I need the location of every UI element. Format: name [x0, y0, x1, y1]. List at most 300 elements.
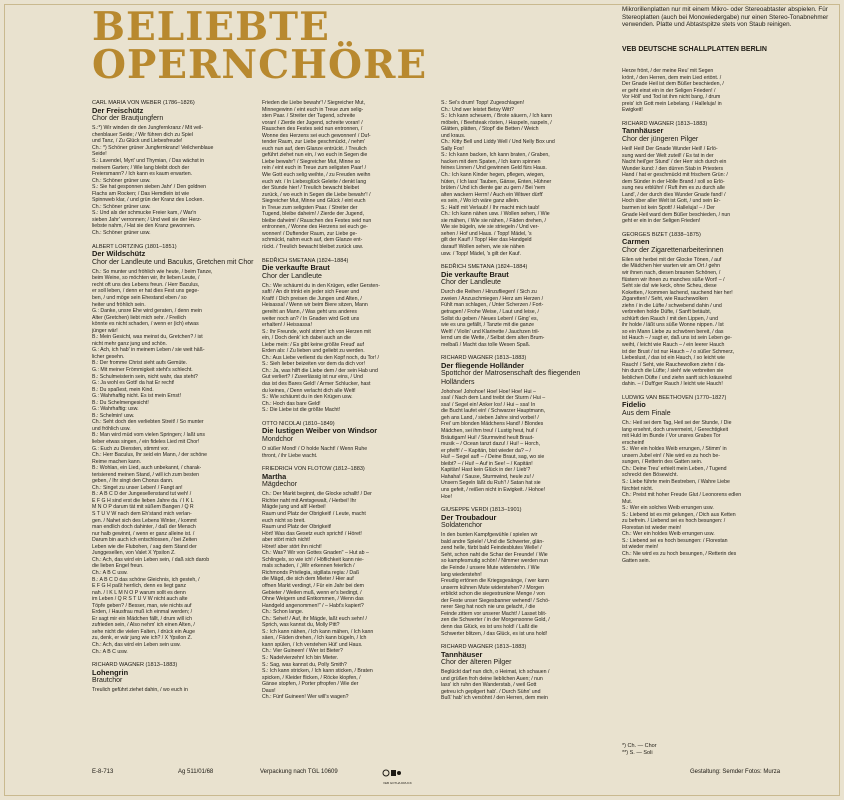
lyric-line: Sollst du geben / Neues Leben! / Ging' es,	[441, 315, 539, 322]
opera-section	[92, 244, 262, 656]
opera-title: Fidelio	[622, 400, 646, 410]
lyric-line: Daus!	[262, 687, 276, 694]
lyric-line: B.: Du spaßest, mein Kind.	[92, 386, 154, 393]
lyric-line: geben, / Ihr singt den Chorus dann.	[92, 478, 174, 485]
lyric-line: unserm kühnen Mute widerstehen? / Morgen	[441, 584, 544, 591]
packaging-standard: Verpackung nach TGL 10609	[260, 769, 338, 775]
lyric-line: Hoe!	[441, 493, 452, 500]
lyric-line: B.: Mein Gesicht, was meinst du, Gretchen? / ist	[92, 334, 203, 341]
lyric-line: Seht, schon naht die Schar der Freunde! / Wie	[441, 551, 548, 558]
lyric-line: die Mädchen hier warten wir am Ort / gehn	[622, 263, 721, 270]
lyric-line: Ch.: Wer ein holdes Weib errungen usw.	[622, 531, 715, 538]
lyric-line: sung neu erblühn! / Ruft ihm es zu durch alle	[622, 185, 725, 192]
opera-section	[262, 466, 432, 701]
lyric-line: euch nicht so breit.	[262, 517, 306, 524]
lyric-line: zu befrein. / Liebend sei es hoch besungen: /	[622, 518, 726, 525]
lyric-line: Hoch über aller Welt ist Gott, / und sein Er-	[622, 198, 721, 205]
opera-section	[441, 355, 611, 500]
composer-name: RICHARD WAGNER (1813–1883)	[622, 120, 708, 127]
lyric-line: liebste nahm, / Hat sie den Kranz gewonnen.	[92, 223, 196, 230]
lyric-line: Erden als: / Zu lieben und geliebt zu werden.	[262, 348, 365, 355]
lyric-line: Ch.: Vier Guineen! / Wer ist Bieter?	[262, 648, 343, 655]
lyric-line: darauf! Wollen sehen, wie sie nähen	[441, 244, 525, 251]
opera-title: Tannhäuser	[622, 126, 664, 136]
lyric-line: S.: Ich kann scheuern, / Brote säuern, / Ich kann	[441, 113, 553, 120]
opera-section	[441, 507, 611, 637]
lyric-line: mit Huld im Bunde / Vor unsres Grabes Tor	[622, 433, 721, 440]
chorus-title: Brautchor	[92, 677, 123, 685]
opera-title: Der Wildschütz	[92, 249, 146, 259]
lyric-line: die Bucht laufet ein! / Schwarzer Hauptmann,	[441, 408, 546, 415]
text-column-2	[262, 100, 432, 768]
chorus-title: Chor der Landleute und Baculus, Gretchen mit Chor	[92, 258, 254, 266]
chorus-title: Mondchor	[262, 435, 294, 443]
text-column-1	[92, 100, 262, 768]
lyric-line: beim Weine, so möchten wir, ihr lieben Leute, /	[92, 275, 200, 282]
lyric-line: musik – / Ocean tanzt dazu! / Hui! – Horch,	[441, 441, 540, 448]
lyric-line: Wie sie bügeln, wie sie striegeln / Und ver-	[441, 224, 540, 231]
lyric-line: Siegreicher Mut, Minne und Glück / eint euch	[262, 198, 366, 205]
lyric-line: terisierend meinen Stand, / will ich zum besten	[92, 471, 199, 478]
lyric-line: G.: Mit meiner Frömmigkeit steht's schlecht.	[92, 367, 193, 373]
lyric-line: Ch.: Heil sei dem Tag, Heil sei der Stunde, / Die	[622, 420, 732, 427]
lyric-line: G.: Euch zu Diensten, stimmt vor.	[92, 445, 169, 452]
lyric-line: dem Sünder in der Hölle Brand / soll so Erlö-	[622, 178, 725, 185]
lyric-line: im Leben / Q R S T U V W nicht auch alte	[92, 596, 188, 603]
lyric-line: Ohne Weigern und Entkommen, / Wenn das	[262, 596, 364, 603]
album-title	[92, 4, 428, 88]
lyric-line: gen. / Nahet sich des Lebens Winter, / kommt	[92, 517, 197, 524]
lyric-line: G.: Wahrhaftig: usw.	[92, 406, 139, 413]
lyric-line: Alter (Gretchen) liebt mich sehr. / Freilich	[92, 314, 186, 321]
lyric-line: S.: Und als der schmucke Freier kam, / War'n	[92, 210, 197, 217]
lyric-line: Der Gnade Heil ist dem Büßer beschieden, /	[622, 81, 724, 88]
record-label: VEB DEUTSCHE SCHALLPLATTEN BERLIN	[622, 46, 767, 53]
lyric-line: saft! / An dir trinkt ein jeder sich Feuer und	[262, 289, 360, 296]
lyric-line: Ch.: Herr Baculus, Ihr seid ein Mann, / der schöne	[92, 452, 208, 459]
lyric-line: der Stunde hier! / Treulich bewacht bleibet	[262, 185, 359, 192]
lyric-line: Mädchen, sei ihm treu! / Lustig heut, hui! /	[441, 428, 538, 435]
lyric-line: zend helle, färbt bald Feindesblutes Welle! /	[441, 545, 542, 552]
lyric-line: man endlich doch dahinter, / daß der Mensch	[92, 524, 196, 531]
lyric-line: alten wackern Herrn! / Auch ein Witwer dürft'	[441, 191, 544, 198]
lyric-line: geht er ein in der Seligen Frieden!	[622, 218, 701, 225]
lyric-line: geh ans Land, / sieben Jahre sind vorbei! /	[441, 414, 539, 421]
lyric-line: Mägde jung und alt! Herbei!	[262, 504, 326, 511]
opera-section	[262, 421, 432, 459]
lyric-line: Raum und Platz der Obrigkeit! / Leute, macht	[262, 511, 366, 517]
lyric-line: denn das Glück, es ist uns hold! / Laßt die	[441, 623, 538, 630]
lyric-line: Ch.: Ja, was hilft die Liebe dem / der sein Hab und	[262, 367, 378, 374]
lyric-line: verbreiten holde Düfte, / Sanft betäubt,	[622, 309, 712, 316]
lyric-line: Liebe bewahr'! / Siegreicher Mut, Minne so	[262, 158, 361, 165]
lyric-line: Ch.: Ach, das wird ein Leben sein, / daß sich darob	[92, 556, 210, 563]
lyric-line: usw. / Topp! Mädel, 's gilt der Kauf.	[441, 250, 521, 257]
lyric-line: Ch.: Nie wird es zu hoch besungen, / Retterin des	[622, 551, 737, 558]
lyric-line: Junggesellen, von Valet X Ypsilon Z.	[92, 550, 176, 557]
lyric-line: ziehn / in die Lüfte / schwebend dahin / und	[622, 302, 722, 309]
lyric-line: S.: Halt! mit Verlaub! / Ihr macht mich taub!	[441, 204, 540, 211]
lyric-line: Hand / hat er geschmückt mit frischem Grün: /	[622, 172, 728, 179]
lyric-line: S.: Sei's drum! Topp! Zugeschlagen!	[441, 100, 525, 106]
opera-section	[92, 100, 262, 237]
lyric-line: weiter noch an? / In Gnaden wird Gott uns	[262, 315, 360, 322]
lyric-line: S.: Wie schäumt du in den Krügen usw.	[262, 394, 353, 401]
lyric-line: meinem Garten; / Wie lang bleibt doch der	[92, 164, 190, 171]
lyric-line: Beglückt darf nun dich, o Heimat, ich schauen /	[441, 669, 550, 676]
lyric-line: Ch.: Singet zu unser Leben! / Fangt an!	[92, 484, 183, 491]
chorus-title: Chor der älteren Pilger	[441, 659, 512, 667]
lyric-line: Töpfe geben? / Besser, man, wie nichts auf	[92, 602, 192, 609]
lyric-line: Johohoe! Johohoe! Hoe! Hoe! Hoe! Hui –	[441, 388, 536, 395]
chorus-title: Mägdechor	[262, 481, 298, 489]
lyric-line: Bräutigam! Hui! / Sturmwind heult Braut-	[441, 434, 534, 441]
abbreviation-notes	[622, 743, 657, 757]
lyric-line: Schlingels, so wie ich! / Höflichkeit kann nie-	[262, 556, 364, 563]
lyric-line: dahin. – / Duft'ger Rauch / leicht wie Hauch!	[622, 381, 723, 388]
lyric-line: melbaß / Macht das tolle Wesen Spaß.	[441, 341, 531, 348]
lyric-line: sten Paar. / Streiter der Tugend, schreite	[262, 113, 356, 120]
lyric-line: Buß' hab' ich versöhnt / den Herren, dem mein	[441, 695, 548, 702]
lyric-line: weiht, / leicht wie Rauch – / ein leerer Hauch	[622, 342, 725, 348]
lyric-line: Ch.: Preist mit hoher Freude Glut / Leonorens edlen	[622, 492, 742, 499]
lyric-line: Hört! Was das Gesetz euch spricht! / Höret!	[262, 530, 362, 537]
lyric-line: unsern Jubel ein! / Nie wird es zu hoch be-	[622, 452, 721, 459]
lyric-line: könnte es nicht schaden, / wenn er (ich) etwas	[92, 321, 199, 328]
lyric-line: S.: Liebe führte mein Bestreben, / Wahre Liebe	[622, 479, 730, 485]
lyric-line: B.: Du Schelmengesicht!	[92, 399, 149, 406]
lyric-line: sung ward der Welt zuteil! / Es tat in der	[622, 152, 714, 159]
lyric-line: S.: Liebend ist es mir gelungen, / Dich aus Ketten	[622, 511, 736, 518]
lyric-line: rein / eint euch in Treue zum seligsten Paar! /	[262, 165, 367, 172]
lyric-line: B.: Wohlan, ein Lied, auch unbekannt, / charak-	[92, 465, 202, 472]
opera-title: Tannhäuser	[441, 649, 483, 659]
lyric-line: Ch.: Und wer leistet Betsy Witt?	[441, 106, 514, 113]
lyric-line: Durch die Reihen / Hinzufliegen! / Sich zu	[441, 289, 537, 296]
lyric-line: und Tanz, / Zu Glück und Liebesfreude!	[92, 138, 183, 145]
lyric-line: Erden, / Hausfrau muß ich einmal werden; /	[92, 609, 193, 616]
lyric-line: Wie Gott euch selig weihte, / zu Freuden weihn	[262, 172, 371, 179]
note-soli: **) S. — Soli	[622, 750, 653, 756]
lyric-line: S.: Sieh lieber beizeiten vor dem da dich vor!	[262, 361, 365, 368]
lyric-line: Ch.: Wie schäumt du in den Krügen, edler Gersten-	[262, 282, 380, 289]
lyric-line: lang wiederstehn!	[441, 571, 482, 578]
lyric-line: Er sagt mir ein Mädchen fällt, / drum will ich	[92, 615, 193, 622]
lyric-line: Ch.: Was? Wir von Gottes Gnaden" – Hut ab –	[262, 550, 369, 557]
opera-section	[622, 121, 827, 225]
lyric-line: B.: Man wird müd vom vielen Springen; / laßt uns	[92, 432, 206, 439]
lyric-line: wie es uns gefällt, / Tanzte mit die ganze	[441, 322, 535, 329]
lyric-line: Ch.: Aus Liebe verlierst du den Kopf noch, du Tor! /	[262, 354, 379, 361]
lyric-line: Minnegewinn / eint euch in Treue zum selig-	[262, 106, 364, 113]
composer-name: RICHARD WAGNER (1813–1883)	[441, 355, 527, 362]
lyric-line: ben, / und möge sein Ehestand eben / so	[92, 294, 187, 301]
lyric-line: schreckt den Bösewicht.	[622, 472, 678, 479]
lyric-line: Land', / der durch dies Wunder Gnade fand! /	[622, 191, 726, 198]
lyric-line: nerer Sieg hat noch nie uns gelacht, / die	[441, 604, 536, 611]
lyric-line: lang ersehnt, doch unvermeint, / Gerechtigkeit	[622, 426, 729, 433]
lyric-line: Ch.: Ich kann nähen usw. / Wollen sehen, / Wie	[441, 211, 550, 218]
lyric-line: Herze frönt, / der meine Reu' mit Segen	[622, 68, 714, 74]
lyric-line: B.: A B C D das schöne Gleichnis, ich gesteh, /	[92, 576, 200, 583]
lyric-line: preis' ich Gott mein Lebelang. / Halleluja! in	[622, 100, 722, 107]
lyric-line: Ch.: Ich kann Kinder hegen, pflegen, wiegen,	[441, 172, 545, 179]
composer-name: FRIEDRICH VON FLOTOW (1812–1883)	[262, 466, 365, 473]
lyric-line: S.: Sie hat gesponnen sieben Jahr' / Den goldnen	[92, 184, 207, 191]
lyric-line: zurück, / wo euch in Segen die Liebe bewahr'! /	[262, 191, 371, 198]
lyric-line: Treulich geführt ziehet dahin, / wo euch in	[92, 687, 188, 694]
lyric-line: Mut.	[622, 498, 633, 505]
lyric-line: Sally Fox!	[441, 145, 464, 152]
opera-title: Martha	[262, 471, 287, 481]
lyric-line: voran! / Zierde der Jugend, schreite voran! /	[262, 119, 363, 126]
lyric-line: sie mähen, / Wie sie nähen, / Fäden drehen, /	[441, 217, 546, 224]
lyric-line: er pfeift! / – Kapitän, bist wieder da? – /	[441, 447, 531, 454]
lyric-line: er soll leben, / denn er hat dies Fest uns gege-	[92, 288, 199, 295]
lyric-line: sungen, / Retterin des Gatten sein.	[622, 459, 703, 466]
license-number: Ag 511/01/68	[178, 769, 214, 775]
opera-title: Carmen	[622, 237, 650, 247]
lyric-line: B.: Schulmeisterin sein, nicht wahr, das steht?	[92, 373, 198, 380]
opera-section	[441, 264, 611, 348]
lyric-line: Freiersmann? / Ich kann es kaum erwarten.	[92, 171, 193, 178]
composer-name: BEDŘICH SMETANA (1824–1884)	[441, 264, 528, 271]
lyric-line: S.: Liebend sei es hoch besungen: / Florestan	[622, 537, 728, 544]
lyric-line: bleibt? – / Hui! – Auf in See! – / Kapitän!	[441, 460, 533, 467]
lyric-line: B.: Schelmin! usw.	[92, 412, 135, 419]
lyric-line: säen, / Fäden drehen, / Ich kann bügeln, / Ich	[262, 635, 367, 642]
lyric-line: Gänse stopfen, / Porter pfropfen / Wie der	[262, 681, 359, 688]
chorus-title: Chor der jüngeren Pilger	[622, 135, 699, 143]
lyric-line: rückt. / Treulich bewacht bleibet zurück usw.	[262, 244, 364, 251]
lyric-line: jünger wär!	[92, 327, 118, 334]
catalog-code: E-8-713	[92, 769, 114, 775]
opera-section	[622, 68, 827, 114]
lyric-line: gilt der Kauf! / Topp! Hier das Handgeld	[441, 237, 532, 244]
lyric-line: das ist des Bares Geld! / Armer Schlucker, hast	[262, 381, 371, 388]
lyric-line: S.: Wer ein solches Weib errungen usw.	[622, 505, 714, 512]
lyric-line: Ch.: Fünf Guineen! Wer will's wagen?	[262, 694, 349, 701]
lyric-line: licher gesehn.	[92, 353, 125, 360]
opera-section	[262, 100, 432, 251]
composer-name: ALBERT LORTZING (1801–1851)	[92, 243, 177, 250]
lyric-line: ist wieder mein!	[622, 544, 659, 551]
lyric-line: chenblauer Seide; / Wir führen dich zu Spiel	[92, 131, 193, 138]
lyric-line: bald andre Spiele! / Und die Schwerter, glän-	[441, 538, 544, 545]
lyric-line: du keines, / Denn verlacht dich alle Welt!	[262, 387, 356, 394]
lyric-line: Gebieter / Weilen muß, wenn er's bedingt, /	[262, 589, 362, 596]
lyric-line: wonnen! / Duftender Raum, zur Liebe ge-	[262, 230, 358, 237]
lyric-line: brüten / Und ich diente gar zu gern / Bei 'nem	[441, 185, 546, 192]
lyric-line: schlürft den Rauch / mit den Lippen, / und	[622, 315, 719, 322]
lyric-line: möbeln, / Beefsteak rösten, / Haspeln, raspeln, /	[441, 119, 552, 126]
lyric-line: feines Linnen / Und gewinnen Geld fürs Haus.	[441, 165, 547, 172]
lyric-line: fürchtet nicht.	[622, 485, 654, 492]
lyric-line: erhalten! / Heissassa!	[262, 322, 312, 329]
lyric-line: Ch.: A B C usw.	[92, 648, 128, 655]
lyric-line: und kraus.	[441, 132, 466, 139]
lyric-line: uns gefeit, / reißen nicht in Ewigkeit. / Hohoe!	[441, 486, 546, 493]
lyric-line: G.: Danke, unsre Ehe wird geraten, / denn mein	[92, 308, 202, 315]
lyric-line: in Treue zum seligsten Paar. / Streiter der	[262, 204, 358, 211]
lyric-line: S.: Sag, was kannst du, Polly Smith?	[262, 661, 347, 668]
lyric-line: wir ihnen nach, diesen braunen Schönen, /	[622, 269, 721, 276]
lyric-line: Eilen wir herbei mit der Glocke Tönen, / auf	[622, 256, 722, 263]
lyric-line: heiter und fröhlich sein.	[92, 301, 146, 308]
lyric-line: Ch.: A B C usw.	[92, 569, 128, 576]
lyric-line: tender Raum, zur Liebe geschmückt, / nehm'	[262, 139, 366, 146]
lyric-line: ihr holde / läßt uns süße Wonne nippen. / Ist	[622, 322, 724, 329]
lyric-line: Heisassa! / Wenn wir beim Biere sitzen, Mann	[262, 302, 368, 309]
lyric-line: S.: Ich kann nähen, / Ich kann mähen, / Ich kann	[262, 628, 374, 635]
lyric-line: schmückt, nahm euch auf, dem Glanze ent-	[262, 237, 363, 244]
opera-title: Der fliegende Holländer	[441, 360, 524, 370]
lyric-line: Rauch! / Seht, wie Rauchewolken ziehn / da-	[622, 361, 726, 368]
lyric-line: und fröhlich usw.	[92, 425, 131, 432]
lyric-line: Feinde zittern vor unserer Macht! / Lasset blit-	[441, 610, 547, 617]
playback-notice: Mikrorillenplatten nur mit einem Mikro- oder Stereoabtaster abspielen. Für Stereoplatten (auch bei Monowiedergabe) nur einen Stereo-Tonabnehmer verwenden. Platte und Abtastspitze stets von Staub reinigen.	[622, 6, 829, 29]
lyric-line: ein, / Doch denk' ich dabei auch an die	[262, 335, 351, 342]
lyric-line: nicht mehr ganz jung und schön.	[92, 340, 167, 347]
lyric-line: Ch.: Deine Treu' erhielt mein Leben, / Tugend	[622, 465, 727, 472]
chorus-title: Spottchor der Matrosenschaft des fliegenden Holländers	[441, 370, 581, 386]
title-line-2: OPERNCHÖRE	[92, 42, 428, 88]
lyric-line: euch nun auf, dem Glanze entrückt. / Treulich	[262, 145, 367, 152]
lyric-line: zufrieden sein, / Also nehm' ich einen Alten, /	[92, 622, 195, 629]
note-chor: *) Ch. — Chor	[622, 743, 657, 749]
lyric-line: Ch.: Seht doch den verliebten Streit! / So munter	[92, 419, 204, 426]
design-credits: Gestaltung: Semder Fotos: Murza	[690, 769, 781, 775]
lyric-line: nah. / I K L M N O P warum sollt es denn	[92, 589, 186, 596]
lyric-line: Koketten, / kommen lachend, rauchend hier her!	[622, 289, 733, 296]
lyric-line: nur halb gewinnt, / wenn er ganz alleine ist. /	[92, 530, 195, 537]
lyric-line: bleibe daheim! / Rauschen des Festes seid nun	[262, 217, 372, 224]
chorus-title: Chor der Brautjungfern	[92, 115, 164, 123]
lyric-line: Unsern Segeln läßt du Ruh'! / Satan hat sie	[441, 480, 541, 487]
lyric-line: der Feste unser Siegesbanner wehend! / Schö-	[441, 597, 550, 604]
lyric-line: Tugend, bleibe daheim! / Zierde der Jugend,	[262, 211, 364, 218]
opera-title: Die lustigen Weiber von Windsor	[262, 426, 378, 436]
lyric-line: In den bunten Kampfgewühle / spielen wir	[441, 532, 538, 539]
chorus-title: Chor der Landleute	[262, 272, 322, 280]
text-column-4	[622, 68, 827, 768]
lyric-line: zweien / Anzuschmiegen / Herz am Herzen /	[441, 295, 544, 302]
lyric-line: Ch.: Schöner grüner usw.	[92, 230, 151, 236]
lyric-line: Heil! Heil! Der Gnade Wunder Heil! / Erlö-	[622, 146, 718, 153]
lyric-line: die Mägd, die sich dem Mieter / Hier auf	[262, 576, 354, 583]
lyric-line: entronnen, / Wonne des Herzens sei euch ge-	[262, 224, 368, 231]
lyric-line: lieblichen Düfte / und ziehn sanft sich kräuselnd	[622, 374, 732, 381]
lyric-line: es sein, / Wo ich wäre ganz allein.	[441, 198, 520, 205]
lyric-line: Hui! – Segel auf! – / Deine Braut, sag, wo sie	[441, 454, 545, 461]
lyric-line: Ch.: Kitty Bell und Liddy Well / Und Nelly Box und	[441, 139, 555, 146]
lyric-line: Raum und Platz der Obrigkeit!	[262, 524, 332, 531]
lyric-line: er geht einst ein in der Seligen Frieden! /	[622, 87, 716, 94]
lyric-line: Florestan ist wieder mein!	[622, 524, 682, 531]
lyric-line: Welt! / Violin' und Klarinette / Jauchzen tril-	[441, 328, 540, 335]
lyric-line: Freudig ertönen die Kriegsgesänge, / wer kann	[441, 578, 549, 585]
lyric-line: zu, denk, er wär jung wie ich? / X Ypsilon Z.	[92, 635, 193, 642]
opera-section	[622, 232, 827, 388]
lyric-line: S.: Ich kann stricken, / Ich kann sticken, / Braten	[262, 668, 373, 675]
lyric-line: E F G H paßt herrlich, denn es liegt ganz	[92, 583, 186, 590]
lyric-line: Richmonds Privilegia, sigillata regia: / Daß	[262, 569, 360, 576]
lyric-line: S T U V W nach dem Eh'stand mich verlan-	[92, 511, 192, 518]
lyric-line: hacken mit dem Spaten, / Ich kann spinnen	[441, 158, 541, 165]
lyric-line: B.: A B C D der Jungesellenstand tut weh! /	[92, 491, 192, 498]
lyric-line: recht oft uns des Lebens freun. / Herr Baculus,	[92, 281, 200, 288]
lyric-line: G.: Ja wohl es Gott! da hat Er recht!	[92, 380, 175, 387]
lyric-line: gereiht an Mann, / Was geht uns anderes	[262, 309, 357, 316]
lyric-line: Ch.: Schon lange.	[262, 609, 304, 616]
lyric-line: E F G H sind erst die lieben Jahre da. / I K L	[92, 497, 194, 504]
lyric-line: thront, / ihr Liebe wacht.	[262, 452, 318, 459]
lyric-line: so ein Mann Liebe zu schwören bereit, / das	[622, 328, 724, 335]
opera-section	[622, 395, 827, 564]
lyric-line: Höret! aber stört ihn nicht!	[262, 543, 322, 550]
lyric-line: Frei' um blonden Mädchens Hand! / Blondes	[441, 421, 544, 428]
lyric-line: Schwerter blitzen, / das Glück, es ist uns hold!	[441, 630, 548, 637]
lyric-line: Ewigkeit!	[622, 107, 643, 114]
lyric-line: Sprich, was kannst du, Molly Pitt?	[262, 622, 340, 629]
lyric-line: Nacht heil'ger Stund' / der Herr sich durch ein	[622, 159, 727, 166]
lyric-line: sehen / Hof und Haus. / Topp! Mädel, 's	[441, 230, 532, 237]
chorus-title: Chor der Zigarettenarbeiterinnen	[622, 246, 724, 254]
opera-title: Lohengrin	[92, 667, 129, 677]
lyric-line: Frieden die Liebe bewahr'! / Siegreicher Mut,	[262, 100, 366, 106]
lyric-line: spicken, / Kleider flicken, / Röcke klopfen, /	[262, 674, 361, 681]
lyric-line: Glätten, plätten, / Stopf' die Betten / Weich	[441, 126, 539, 133]
lyric-line: hüten, / Ich lass' Tauben, Gänse, Enten, Hühner	[441, 178, 552, 185]
lyric-line: Vor Höll' und Tod ist ihm nicht bang, / drum	[622, 94, 721, 101]
lyric-line: ist Hauch – / sagt er, daß uns ist sein Leben ge-	[622, 335, 732, 342]
lyric-line: Darum bin auch ich entschlossen, / bei Zeiten	[92, 537, 197, 544]
lyric-line: die lieben Engel freun.	[92, 563, 144, 570]
lyric-line: Rauschen des Festes seid nun entronnen, /	[262, 126, 363, 133]
printer-logo-icon	[382, 767, 402, 779]
lyric-line: Liebe mein: / Es gibt keine größte Freud' auf	[262, 341, 364, 348]
opera-title: Die verkaufte Braut	[262, 263, 330, 273]
lyric-line: S.: Wer ein holdes Weib errungen, / Stimm' in	[622, 446, 727, 453]
lyric-line: Flachs am Rocken; / Das Hemdlein ist wie	[92, 190, 190, 197]
lyric-line: S.:*) Wir winden dir den Jungfernkranz / Mit veil-	[92, 125, 203, 132]
lyric-line: G.: Wahrhaftig nicht. Es ist mein Ernst!	[92, 393, 181, 400]
text-column-3	[441, 100, 611, 768]
opera-section	[262, 258, 432, 414]
lyric-line: Fühlt man schlagen, / Unter Scherzen / Fort-	[441, 302, 544, 309]
lyric-line: zen die Schwerter / in der Morgensonne Gold, /	[441, 617, 550, 624]
lyric-line: Seht sie da! wie keck, ohne Scheu, diese	[622, 283, 717, 290]
lyric-line: S.: Die Liebe ist die größte Macht!	[262, 407, 341, 414]
lyric-line: Gut verliert? / Zuverlässig ist nur eins, / Und	[262, 374, 363, 381]
lyric-line: Leben wie die Flubohen, / sag dem Stand der	[92, 543, 197, 550]
lyric-line: geführt ziehet nun ein, / wo euch in Segen die	[262, 152, 368, 159]
lyric-line: flüstern wir ihnen zu manches süße Wort! – /	[622, 276, 725, 283]
lyric-line: S.: Ihr Freunde, wohl stimm' ich von Herzen mit	[262, 328, 371, 335]
lyric-line: S.: Ich kann backen, Ich kann braten, / Graben,	[441, 152, 550, 159]
lyric-line: krönt, / den Herren, dem mein Lied ertönt. /	[622, 74, 722, 81]
lyric-line: Gnade Heil ward dem Büßer beschieden, / nun	[622, 211, 731, 218]
lyric-line: Handgeld angenommen!" / – Habt's kapiert?	[262, 602, 364, 609]
composer-name: RICHARD WAGNER (1813–1883)	[92, 662, 178, 669]
lyric-line: O süßer Mond! / O holde Nacht! / Wenn Ruhe	[262, 446, 368, 453]
lyric-line: Wunder kund: / den dürren Stab in Priesters	[622, 165, 724, 172]
lyric-line: erblickt schon die siegestrunkne Menge / von	[441, 591, 545, 598]
lyric-line: Ch.: *) Schöner grüner Jungfernkranz! Veilchenblaue	[92, 144, 214, 151]
lyric-line: getreu ich gepilgert hab'. / Durch Sühn' und	[441, 688, 541, 695]
lyric-line: Hahaha! / Sause, Sturmwind, heule zu! /	[441, 473, 534, 480]
lyric-line: und grüßen froh deine lieblichen Auen; / nun	[441, 675, 543, 682]
